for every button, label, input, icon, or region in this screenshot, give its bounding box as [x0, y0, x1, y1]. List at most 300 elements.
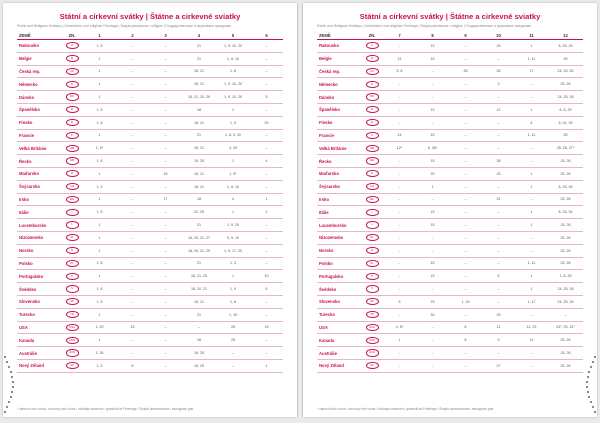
- column-header-month: 11: [515, 31, 548, 40]
- holiday-dates: 18, 21: [182, 180, 216, 193]
- holiday-dates: 5, 26*: [416, 142, 449, 155]
- holiday-dates: 8, 25, 26: [548, 180, 583, 193]
- country-code-badge: N: [66, 247, 79, 254]
- holiday-dates: –: [482, 347, 515, 360]
- holiday-dates: –: [449, 155, 482, 168]
- country-code-cell: [61, 321, 83, 334]
- holiday-dates: –: [515, 244, 548, 257]
- holiday-dates: 4: [515, 116, 548, 129]
- holiday-dates: 11: [482, 321, 515, 334]
- holiday-dates: –: [116, 244, 149, 257]
- holiday-dates: –: [250, 180, 283, 193]
- holiday-dates: 15: [416, 52, 449, 65]
- column-header-month: 4: [182, 31, 216, 40]
- country-code-badge: SK: [366, 298, 379, 305]
- table-row: [17, 180, 283, 193]
- holiday-dates: 3: [482, 78, 515, 91]
- holiday-dates: 1: [83, 78, 116, 91]
- holiday-dates: 24, 25, 26: [548, 91, 583, 104]
- country-code-badge: D: [66, 81, 79, 88]
- holiday-dates: –: [383, 155, 416, 168]
- table-row: [317, 40, 583, 53]
- holiday-dates: 1: [83, 91, 116, 104]
- holiday-dates: –: [449, 206, 482, 219]
- country-code-cell: [361, 193, 383, 206]
- holiday-dates: 1, 9, 10: [216, 180, 250, 193]
- table-row: [317, 219, 583, 232]
- holiday-dates: 18: [182, 334, 216, 347]
- holiday-dates: –: [416, 321, 449, 334]
- holiday-dates: –: [449, 231, 482, 244]
- table-row: [317, 155, 583, 168]
- holiday-dates: 8, 25, 26: [548, 40, 583, 53]
- holiday-dates: 25, 26, 27*: [548, 142, 583, 155]
- holiday-dates: –: [515, 91, 548, 104]
- holiday-dates: 1, 20: [83, 321, 116, 334]
- holiday-dates: 1: [515, 167, 548, 180]
- table-row: [17, 65, 283, 78]
- holiday-dates: 1: [83, 65, 116, 78]
- country-name: Norsko: [17, 244, 61, 257]
- country-code-badge: B: [66, 55, 79, 62]
- holiday-dates: –: [149, 155, 182, 168]
- country-code-cell: [361, 244, 383, 257]
- country-name: Finsko: [317, 116, 361, 129]
- country-code-cell: [61, 295, 83, 308]
- country-code-cell: [361, 334, 383, 347]
- holiday-dates: –: [149, 219, 182, 232]
- holiday-dates: –: [116, 283, 149, 296]
- table-row: [17, 295, 283, 308]
- holiday-dates: 1, 6: [83, 155, 116, 168]
- holiday-dates: 15: [416, 270, 449, 283]
- holiday-dates: –: [383, 206, 416, 219]
- holiday-dates: 1: [216, 103, 250, 116]
- country-code-cell: [361, 167, 383, 180]
- country-name: Česká rep.: [317, 65, 361, 78]
- country-name: Irsko: [317, 193, 361, 206]
- holiday-dates: 1, 9, 10, 20: [216, 91, 250, 104]
- holiday-dates: 1: [216, 270, 250, 283]
- country-name: Polsko: [317, 257, 361, 270]
- table-row: [317, 193, 583, 206]
- country-code-cell: [361, 206, 383, 219]
- holiday-dates: 29: [416, 295, 449, 308]
- holiday-dates: 1: [515, 206, 548, 219]
- country-code-badge: FI: [366, 119, 379, 126]
- country-code-badge: H: [366, 170, 379, 177]
- country-name: Belgie: [317, 52, 361, 65]
- holiday-dates: 1: [515, 180, 548, 193]
- column-header-code: ZN.: [61, 31, 83, 40]
- country-code-badge: CH: [366, 183, 379, 190]
- table-row: [317, 167, 583, 180]
- holiday-dates: 1: [416, 180, 449, 193]
- country-name: Řecko: [317, 155, 361, 168]
- country-name: Švédsko: [317, 283, 361, 296]
- table-row: [317, 347, 583, 360]
- country-code-cell: [61, 347, 83, 360]
- country-name: Německo: [317, 78, 361, 91]
- holiday-dates: –: [149, 180, 182, 193]
- holiday-dates: 25: [548, 129, 583, 142]
- holiday-dates: –: [250, 347, 283, 360]
- country-name: Kanada: [317, 334, 361, 347]
- holiday-dates: –: [449, 347, 482, 360]
- holiday-dates: –: [116, 180, 149, 193]
- holiday-dates: 1, 9, 10, 20: [216, 40, 250, 53]
- holiday-dates: –: [515, 231, 548, 244]
- holiday-dates: –: [515, 359, 548, 372]
- holiday-dates: 10: [250, 270, 283, 283]
- country-code-cell: [61, 129, 83, 142]
- country-name: USA: [17, 321, 61, 334]
- country-code-badge: CDN: [66, 337, 79, 344]
- country-name: Norsko: [317, 244, 361, 257]
- country-code-badge: PL: [66, 260, 79, 267]
- country-code-badge: DK: [366, 93, 379, 100]
- holiday-dates: –: [116, 334, 149, 347]
- holiday-dates: 5: [482, 270, 515, 283]
- holiday-dates: 1, 8, 9, 20: [216, 129, 250, 142]
- holiday-dates: 2: [250, 206, 283, 219]
- holiday-dates: –: [149, 91, 182, 104]
- holiday-dates: 1: [515, 40, 548, 53]
- holiday-dates: –: [482, 231, 515, 244]
- holiday-dates: –: [116, 116, 149, 129]
- page-title: Státní a církevní svátky | Štátne a cirkevné sviatky: [59, 12, 241, 21]
- holiday-dates: 1, 2: [83, 359, 116, 372]
- table-row: [17, 52, 283, 65]
- holiday-dates: –: [449, 244, 482, 257]
- holiday-dates: 1, 2: [83, 180, 116, 193]
- holiday-dates: –: [250, 167, 283, 180]
- holiday-dates: 1, 9, 17, 20: [216, 244, 250, 257]
- holiday-dates: –: [250, 142, 283, 155]
- holiday-dates: –: [149, 283, 182, 296]
- holiday-dates: 25, 26: [548, 193, 583, 206]
- holiday-dates: –: [250, 244, 283, 257]
- holiday-dates: 1: [383, 334, 416, 347]
- holiday-dates: 25: [216, 321, 250, 334]
- country-code-badge: CZ: [366, 68, 379, 75]
- country-name: Portugalsko: [17, 270, 61, 283]
- country-name: Austrálie: [17, 347, 61, 360]
- country-code-cell: [61, 116, 83, 129]
- country-code-badge: CDN: [366, 337, 379, 344]
- country-name: Řecko: [17, 155, 61, 168]
- holiday-dates: –: [149, 334, 182, 347]
- holiday-dates: –: [149, 78, 182, 91]
- holiday-dates: 1, 19: [216, 308, 250, 321]
- country-code-badge: H: [66, 170, 79, 177]
- country-name: Itálie: [317, 206, 361, 219]
- holiday-dates: –: [383, 180, 416, 193]
- holiday-dates: 18, 21: [182, 142, 216, 155]
- holiday-dates: 28: [449, 65, 482, 78]
- country-name: USA: [317, 321, 361, 334]
- column-header-month: 3: [149, 31, 182, 40]
- holiday-dates: –: [149, 103, 182, 116]
- holiday-dates: 1, 9: [216, 116, 250, 129]
- holiday-dates: 1, 6: [83, 40, 116, 53]
- holiday-dates: –: [216, 347, 250, 360]
- country-name: Velká Británie: [17, 142, 61, 155]
- country-code-cell: [361, 359, 383, 372]
- holiday-dates: 11: [515, 334, 548, 347]
- holiday-dates: –: [482, 116, 515, 129]
- header-row: [17, 31, 283, 40]
- holiday-dates: –: [250, 129, 283, 142]
- holiday-dates: –: [116, 193, 149, 206]
- table-row: [317, 321, 583, 334]
- country-code-cell: [61, 103, 83, 116]
- country-code-badge: GR: [66, 157, 79, 164]
- holiday-dates: –: [449, 270, 482, 283]
- holiday-dates: –: [116, 91, 149, 104]
- holiday-dates: 1, 6: [83, 206, 116, 219]
- country-name: Turecko: [317, 308, 361, 321]
- holiday-dates: –: [182, 321, 216, 334]
- holiday-dates: 1: [250, 193, 283, 206]
- holiday-dates: 25, 26: [548, 359, 583, 372]
- table-row: [317, 231, 583, 244]
- holiday-dates: –: [449, 52, 482, 65]
- holiday-dates: 24, 25, 26: [548, 295, 583, 308]
- holiday-dates: –: [449, 40, 482, 53]
- holiday-dates: 26: [482, 40, 515, 53]
- holiday-dates: –: [116, 52, 149, 65]
- holiday-dates: –: [482, 180, 515, 193]
- holiday-dates: –: [383, 116, 416, 129]
- holiday-dates: 18: [182, 103, 216, 116]
- table-row: [17, 270, 283, 283]
- holiday-dates: 1: [83, 193, 116, 206]
- holiday-dates: –: [416, 78, 449, 91]
- table-row: [17, 142, 283, 155]
- holiday-dates: 18, 25: [182, 347, 216, 360]
- country-code-cell: [61, 78, 83, 91]
- holiday-dates: –: [116, 206, 149, 219]
- country-name: Švýcarsko: [17, 180, 61, 193]
- holiday-dates: –: [216, 359, 250, 372]
- country-code-badge: A: [366, 42, 379, 49]
- country-code-badge: CZ: [66, 68, 79, 75]
- holiday-dates: –: [149, 270, 182, 283]
- holiday-dates: 1: [83, 167, 116, 180]
- holiday-dates: –: [149, 116, 182, 129]
- holiday-dates: –: [548, 308, 583, 321]
- holiday-dates: –: [250, 334, 283, 347]
- column-header-month: 1: [83, 31, 116, 40]
- country-code-badge: F: [66, 132, 79, 139]
- country-code-cell: [61, 40, 83, 53]
- table-row: [17, 257, 283, 270]
- column-header-month: 12: [548, 31, 583, 40]
- country-code-badge: USA: [66, 324, 79, 331]
- holiday-dates: 15: [149, 167, 182, 180]
- table-row: [317, 359, 583, 372]
- column-header-month: 8: [416, 31, 449, 40]
- country-code-cell: [361, 116, 383, 129]
- table-row: [17, 231, 283, 244]
- holiday-dates: 6: [449, 321, 482, 334]
- table-row: [317, 334, 583, 347]
- holiday-dates: 9: [482, 334, 515, 347]
- country-code-badge: USA: [366, 324, 379, 331]
- holiday-dates: –: [383, 308, 416, 321]
- table-row: [17, 321, 283, 334]
- country-code-badge: P: [66, 273, 79, 280]
- country-code-badge: TR: [366, 311, 379, 318]
- holiday-dates: 25, 26: [548, 244, 583, 257]
- table-row: [317, 283, 583, 296]
- country-name: Nizozemsko: [317, 231, 361, 244]
- country-code-cell: [361, 155, 383, 168]
- country-code-cell: [61, 283, 83, 296]
- holiday-dates: 29: [482, 308, 515, 321]
- country-code-badge: S: [366, 285, 379, 292]
- holiday-dates: 1, 11: [515, 129, 548, 142]
- holiday-dates: –: [449, 193, 482, 206]
- holiday-dates: –: [383, 167, 416, 180]
- country-code-cell: [61, 359, 83, 372]
- country-name: Finsko: [17, 116, 61, 129]
- holiday-dates: 1, 6: [83, 295, 116, 308]
- holiday-dates: 1, 11: [515, 52, 548, 65]
- holiday-dates: 1: [83, 52, 116, 65]
- country-code-cell: [361, 103, 383, 116]
- table-row: [17, 244, 283, 257]
- holiday-dates: –: [149, 129, 182, 142]
- country-code-badge: N: [366, 247, 379, 254]
- holiday-dates: –: [250, 65, 283, 78]
- country-code-badge: D: [366, 81, 379, 88]
- country-name: Nizozemsko: [17, 231, 61, 244]
- holiday-dates: –: [149, 244, 182, 257]
- country-code-cell: [361, 283, 383, 296]
- holiday-dates: 21: [182, 308, 216, 321]
- country-code-badge: IRL: [66, 196, 79, 203]
- holiday-dates: –: [383, 78, 416, 91]
- country-name: Maďarsko: [17, 167, 61, 180]
- holiday-dates: –: [449, 219, 482, 232]
- holiday-dates: –: [149, 321, 182, 334]
- holiday-dates: 14: [383, 129, 416, 142]
- column-header-country: ZEMĚ: [317, 31, 361, 40]
- country-name: Francie: [17, 129, 61, 142]
- table-row: [317, 129, 583, 142]
- table-row: [317, 257, 583, 270]
- page-subtitle: Public and Religious Holidays | Gesetzliche und religiöse Feiertage | Święta państwowe i religijne | Государственные и церковные праздники: [317, 24, 531, 28]
- table-row: [17, 219, 283, 232]
- holiday-dates: –: [482, 257, 515, 270]
- holiday-dates: 1, 9, 10, 20: [216, 78, 250, 91]
- country-code-badge: NZ: [366, 362, 379, 369]
- holiday-dates: 25, 26: [548, 78, 583, 91]
- holiday-dates: 11, 23: [515, 321, 548, 334]
- country-name: Německo: [17, 78, 61, 91]
- holiday-dates: 1, 3: [216, 257, 250, 270]
- country-name: Itálie: [17, 206, 61, 219]
- holiday-dates: 1, 8: [216, 65, 250, 78]
- holiday-dates: 15: [416, 155, 449, 168]
- country-code-badge: B: [366, 55, 379, 62]
- holiday-dates: 19: [250, 321, 283, 334]
- country-name: Dánsko: [17, 91, 61, 104]
- table-row: [317, 180, 583, 193]
- holiday-dates: 1: [83, 308, 116, 321]
- footnote: * zahrnutí dne volna / volnocny deň volna / holidays observed / gesetzliche Feiertage / Święta obserwowane / выходные дни: [317, 407, 494, 411]
- holiday-dates: –: [116, 231, 149, 244]
- holiday-dates: 1, 6: [83, 103, 116, 116]
- holiday-dates: 15: [416, 129, 449, 142]
- holiday-dates: 1, 2*: [83, 142, 116, 155]
- country-code-badge: L: [66, 221, 79, 228]
- holiday-dates: 18, 25: [182, 359, 216, 372]
- holiday-table: [317, 31, 583, 373]
- country-code-cell: [361, 270, 383, 283]
- country-name: Lucembursko: [317, 219, 361, 232]
- column-header-month: 5: [216, 31, 250, 40]
- country-code-badge: CH: [66, 183, 79, 190]
- country-code-cell: [61, 180, 83, 193]
- table-row: [17, 103, 283, 116]
- country-name: Slovensko: [317, 295, 361, 308]
- country-name: Španělsko: [317, 103, 361, 116]
- holiday-dates: 1, 11: [515, 257, 548, 270]
- column-header-month: 10: [482, 31, 515, 40]
- country-name: Švédsko: [17, 283, 61, 296]
- holiday-dates: 25, 26: [548, 231, 583, 244]
- table-row: [317, 142, 583, 155]
- holiday-dates: –: [149, 257, 182, 270]
- holiday-dates: 21: [182, 219, 216, 232]
- holiday-dates: 18, 21: [182, 116, 216, 129]
- holiday-dates: –: [482, 142, 515, 155]
- table-row: [17, 283, 283, 296]
- holiday-dates: 18, 21: [182, 65, 216, 78]
- holiday-dates: –: [383, 244, 416, 257]
- country-name: Irsko: [17, 193, 61, 206]
- holiday-dates: 1: [83, 219, 116, 232]
- holiday-dates: –: [149, 359, 182, 372]
- holiday-dates: –: [449, 308, 482, 321]
- holiday-dates: 25, 26: [548, 347, 583, 360]
- country-name: Česká rep.: [17, 65, 61, 78]
- country-code-cell: [61, 193, 83, 206]
- holiday-dates: 8, 25, 26: [548, 206, 583, 219]
- country-name: Rakousko: [17, 40, 61, 53]
- country-code-badge: I: [66, 209, 79, 216]
- holiday-dates: –: [250, 231, 283, 244]
- holiday-dates: 1: [515, 103, 548, 116]
- holiday-dates: 1, 26: [83, 347, 116, 360]
- holiday-dates: –: [250, 52, 283, 65]
- table-row: [317, 116, 583, 129]
- holiday-dates: 18, 21, 20, 29: [182, 91, 216, 104]
- holiday-dates: –: [482, 244, 515, 257]
- holiday-dates: 15: [416, 103, 449, 116]
- holiday-dates: –: [482, 206, 515, 219]
- holiday-dates: –: [515, 347, 548, 360]
- holiday-dates: –: [416, 91, 449, 104]
- country-name: Lucembursko: [17, 219, 61, 232]
- holiday-dates: 6, 8, 25: [548, 103, 583, 116]
- holiday-dates: 24, 25, 26: [548, 283, 583, 296]
- country-code-cell: [361, 257, 383, 270]
- holiday-dates: 23: [482, 167, 515, 180]
